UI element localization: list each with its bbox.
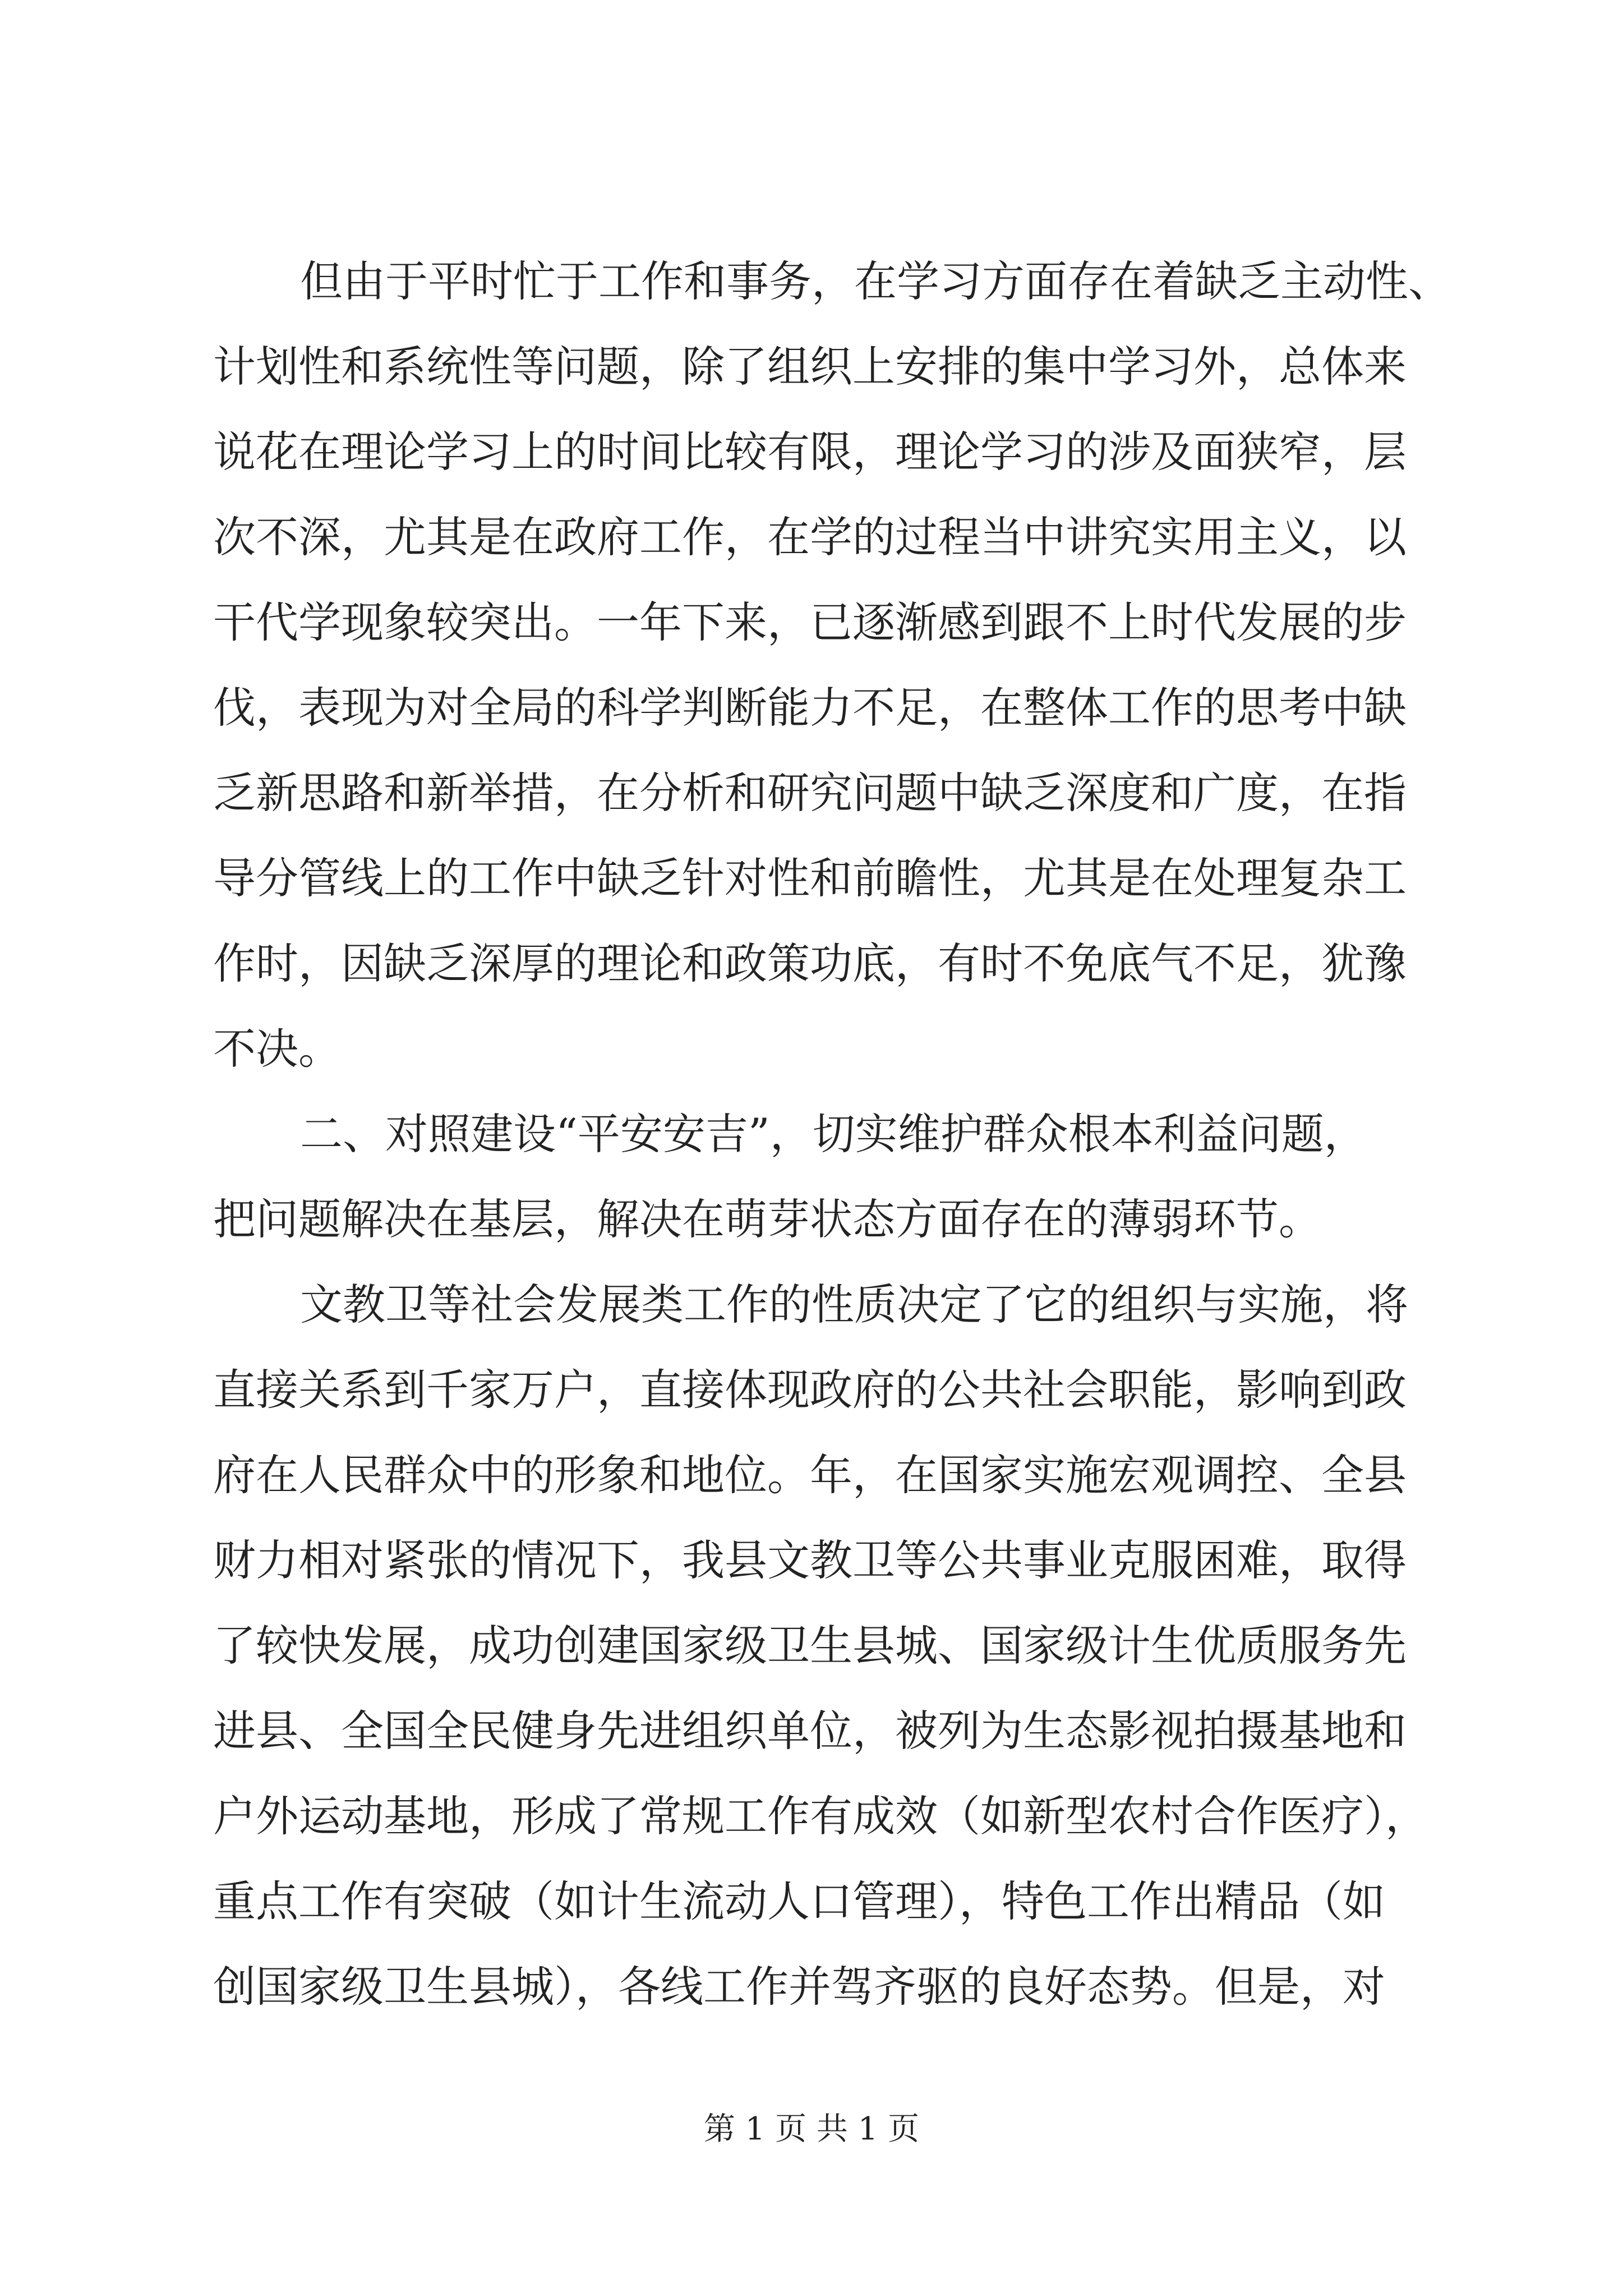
section-heading-line-1: 二、对照建设“平安安吉”，切实维护群众根本利益问题， bbox=[300, 1109, 1367, 1159]
paragraph-1-line-9: 作时，因缺乏深厚的理论和政策功底，有时不免底气不足，犹豫 bbox=[213, 938, 1407, 988]
document-body bbox=[213, 239, 1451, 2030]
paragraph-2-line-4: 财力相对紧张的情况下，我县文教卫等公共事业克服困难，取得 bbox=[213, 1535, 1407, 1585]
paragraph-1-line-7: 乏新思路和新举措，在分析和研究问题中缺乏深度和广度，在指 bbox=[213, 768, 1407, 818]
paragraph-2-line-1: 文教卫等社会发展类工作的性质决定了它的组织与实施，将 bbox=[300, 1280, 1408, 1329]
paragraph-1-line-6: 伐，表现为对全局的科学判断能力不足，在整体工作的思考中缺 bbox=[213, 683, 1407, 733]
paragraph-2-line-8: 重点工作有突破（如计生流动人口管理），特色工作出精品（如 bbox=[213, 1876, 1385, 1926]
paragraph-2-line-3: 府在人民群众中的形象和地位。年，在国家实施宏观调控、全县 bbox=[213, 1450, 1407, 1500]
paragraph-1-line-4: 次不深，尤其是在政府工作，在学的过程当中讲究实用主义，以 bbox=[213, 512, 1407, 562]
paragraph-2-line-9: 创国家级卫生县城），各线工作并驾齐驱的良好态势。但是，对 bbox=[213, 1962, 1385, 2012]
paragraph-2-line-5: 了较快发展，成功创建国家级卫生县城、国家级计生优质服务先 bbox=[213, 1621, 1407, 1671]
paragraph-1-line-3: 说花在理论学习上的时间比较有限，理论学习的涉及面狭窄，层 bbox=[213, 427, 1407, 477]
paragraph-1-line-2: 计划性和系统性等问题，除了组织上安排的集中学习外，总体来 bbox=[213, 342, 1407, 392]
paragraph-1-line-10: 不决。 bbox=[213, 1024, 341, 1074]
paragraph-1-line-5: 干代学现象较突出。一年下来，已逐渐感到跟不上时代发展的步 bbox=[213, 597, 1407, 647]
paragraph-2-line-6: 进县、全国全民健身先进组织单位，被列为生态影视拍摄基地和 bbox=[213, 1706, 1407, 1756]
paragraph-1-line-8: 导分管线上的工作中缺乏针对性和前瞻性，尤其是在处理复杂工 bbox=[213, 853, 1407, 903]
paragraph-1-line-1: 但由于平时忙于工作和事务，在学习方面存在着缺乏主动性、 bbox=[300, 256, 1451, 306]
page-number-footer: 第 1 页 共 1 页 bbox=[703, 2111, 920, 2147]
section-heading-line-2: 把问题解决在基层，解决在萌芽状态方面存在的薄弱环节。 bbox=[213, 1194, 1321, 1244]
paragraph-2-line-2: 直接关系到千家万户，直接体现政府的公共社会职能，影响到政 bbox=[213, 1365, 1407, 1415]
paragraph-2-line-7: 户外运动基地，形成了常规工作有成效（如新型农村合作医疗）， bbox=[213, 1791, 1428, 1841]
